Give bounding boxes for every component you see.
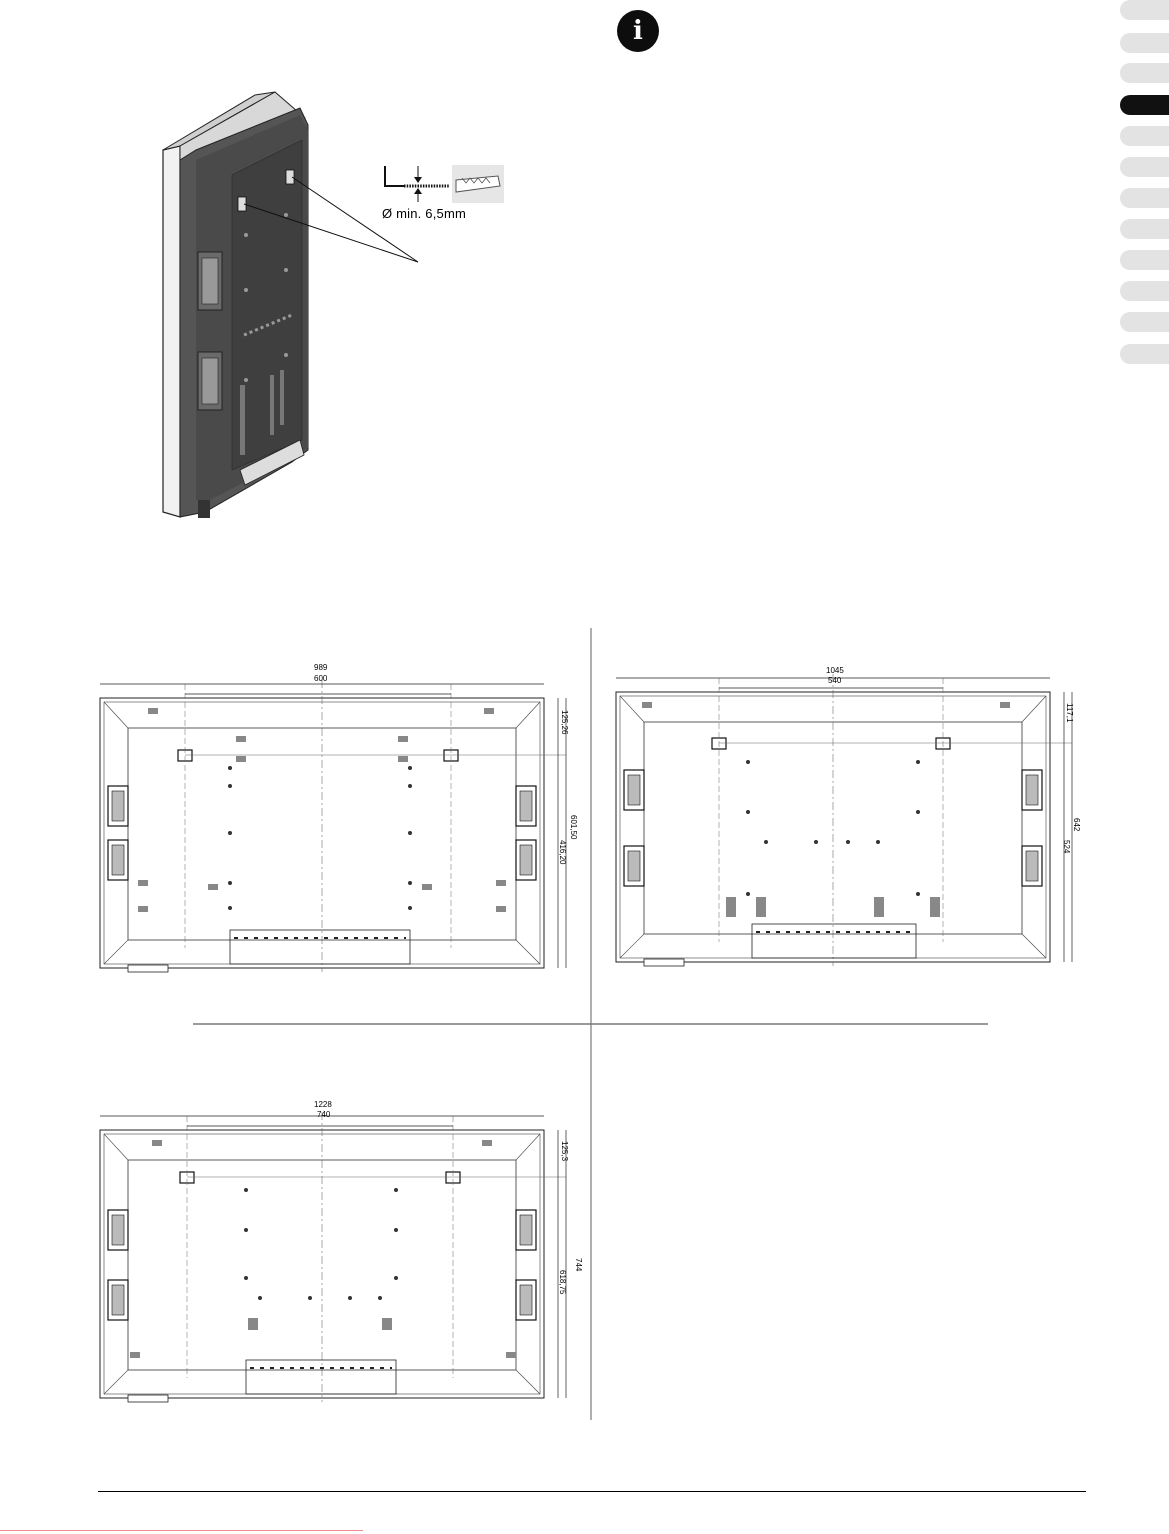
drawing-b-speaker-right-cone-0 [1026,775,1038,805]
drawing-b-vent-4 [874,897,884,917]
drawing-a-vent-11 [496,906,506,912]
drawing-c-screw-hole-8 [348,1296,352,1300]
dim-a-width-total: 989 [314,663,328,672]
drawing-b-screw-hole-1 [916,760,920,764]
tv-back-illustration [163,92,418,518]
drawing-b-vent-1 [1000,702,1010,708]
drawing-a-vent-9 [422,884,432,890]
dim-b-height-total: 642 [1072,818,1081,832]
dim-b-width-holes: 540 [828,676,842,685]
drawing-a-screw-hole-4 [228,831,232,835]
drawing-c-vent-4 [130,1352,140,1358]
drawing-c-screw-hole-0 [244,1188,248,1192]
dim-c-top-offset: 125,3 [560,1141,569,1162]
drawing-c-corner-br [516,1370,540,1394]
drawing-c-screw-hole-4 [244,1276,248,1280]
info-glyph: i [633,16,643,46]
drawing-a-speaker-left-cone-1 [112,845,124,875]
drawing-a-vent-10 [138,906,148,912]
drawing-c-vent-1 [482,1140,492,1146]
drawing-a-vent-6 [138,880,148,886]
drawing-b-speaker-right-cone-1 [1026,851,1038,881]
screw-anchor-figure [385,165,504,203]
drawing-c-screw-hole-9 [378,1296,382,1300]
drawing-b-screw-hole-5 [916,892,920,896]
dim-c-width-holes: 740 [317,1110,331,1119]
dim-c-width-total: 1228 [314,1100,332,1109]
footer-rule [98,1491,1086,1492]
dim-b-height-holes: 524 [1062,840,1071,854]
dim-a-top-offset: 125,26 [560,710,569,735]
dim-a-height-holes: 416,20 [558,840,567,865]
drawing-a-screw-hole-0 [228,766,232,770]
drawing-c-speaker-right-cone-1 [520,1285,532,1315]
drawing-a-screw-hole-3 [408,784,412,788]
drawing-c-screw-hole-1 [394,1188,398,1192]
bottom-margin-mark [0,1530,363,1531]
drawing-a-corner-tl [104,702,128,728]
drawing-b-screw-hole-8 [846,840,850,844]
drawing-a-vent-7 [496,880,506,886]
drawing-a-vent-5 [398,756,408,762]
drawing-c-vent-0 [152,1140,162,1146]
drawing-c-screw-hole-2 [244,1228,248,1232]
drawing-b-corner-br [1022,934,1046,958]
drawing-b-connector-board [752,924,916,958]
dim-b-width-total: 1045 [826,666,844,675]
drawing-a-screw-hole-2 [228,784,232,788]
drawing-b-vent-3 [756,897,766,917]
drawing-b-screw-hole-4 [746,892,750,896]
drawing-b-screw-hole-7 [814,840,818,844]
drawing-b-foot [644,959,684,966]
drawing-a-vent-3 [398,736,408,742]
dim-a-width-holes: 600 [314,674,328,683]
drawing-c-vent-2 [248,1318,258,1330]
dim-c-height-total: 744 [574,1258,583,1272]
drawing-b-corner-tl [620,696,644,722]
drawing-a-speaker-left-cone-0 [112,791,124,821]
drawing-a-connector-board [230,930,410,964]
drawing-a-vent-8 [208,884,218,890]
drawing-b-corner-bl [620,934,644,958]
drawing-b-screw-hole-3 [916,810,920,814]
drawing-a-screw-hole-8 [228,906,232,910]
drawing-c-corner-tl [104,1134,128,1160]
drawing-a-speaker-right-cone-1 [520,845,532,875]
screw-diameter-label: Ø min. 6,5mm [382,206,467,221]
drawing-c-connector-board [246,1360,396,1394]
drawing-a-foot [128,965,168,972]
dim-b-top-offset: 117,1 [1065,703,1074,723]
drawing-b-speaker-left-cone-1 [628,851,640,881]
drawing-a-speaker-right-cone-0 [520,791,532,821]
drawing-c-corner-bl [104,1370,128,1394]
drawing-c-speaker-right-cone-0 [520,1215,532,1245]
drawing-c-vent-3 [382,1318,392,1330]
drawing-a-vent-2 [236,736,246,742]
drawing-c-screw-hole-7 [308,1296,312,1300]
drawing-b-corner-tr [1022,696,1046,722]
drawing-a-screw-hole-7 [408,881,412,885]
drawing-c-foot [128,1395,168,1402]
drawing-a-corner-bl [104,940,128,964]
drawing-a-corner-tr [516,702,540,728]
drawing-b-screw-hole-2 [746,810,750,814]
drawing-c-speaker-left-cone-0 [112,1215,124,1245]
dim-c-height-holes: 618,75 [558,1270,567,1295]
drawing-b-vent-0 [642,702,652,708]
drawing-c-screw-hole-5 [394,1276,398,1280]
drawing-c-corner-tr [516,1134,540,1160]
drawing-a-corner-br [516,940,540,964]
drawing-b-screw-hole-6 [764,840,768,844]
drawing-c-speaker-left-cone-1 [112,1285,124,1315]
drawing-c-vent-5 [506,1352,516,1358]
drawing-b-screw-hole-0 [746,760,750,764]
drawing-a-screw-hole-6 [228,881,232,885]
drawing-a-vent-1 [484,708,494,714]
drawing-b-vent-5 [930,897,940,917]
drawing-b-screw-hole-9 [876,840,880,844]
drawing-a-screw-hole-9 [408,906,412,910]
drawing-c-screw-hole-3 [394,1228,398,1232]
drawing-a-screw-hole-1 [408,766,412,770]
drawing-a-vent-0 [148,708,158,714]
drawing-c-screw-hole-6 [258,1296,262,1300]
dim-a-height-total: 601,50 [569,815,578,840]
drawing-b-vent-2 [726,897,736,917]
drawing-a-vent-4 [236,756,246,762]
drawing-a-screw-hole-5 [408,831,412,835]
drawing-b-speaker-left-cone-0 [628,775,640,805]
